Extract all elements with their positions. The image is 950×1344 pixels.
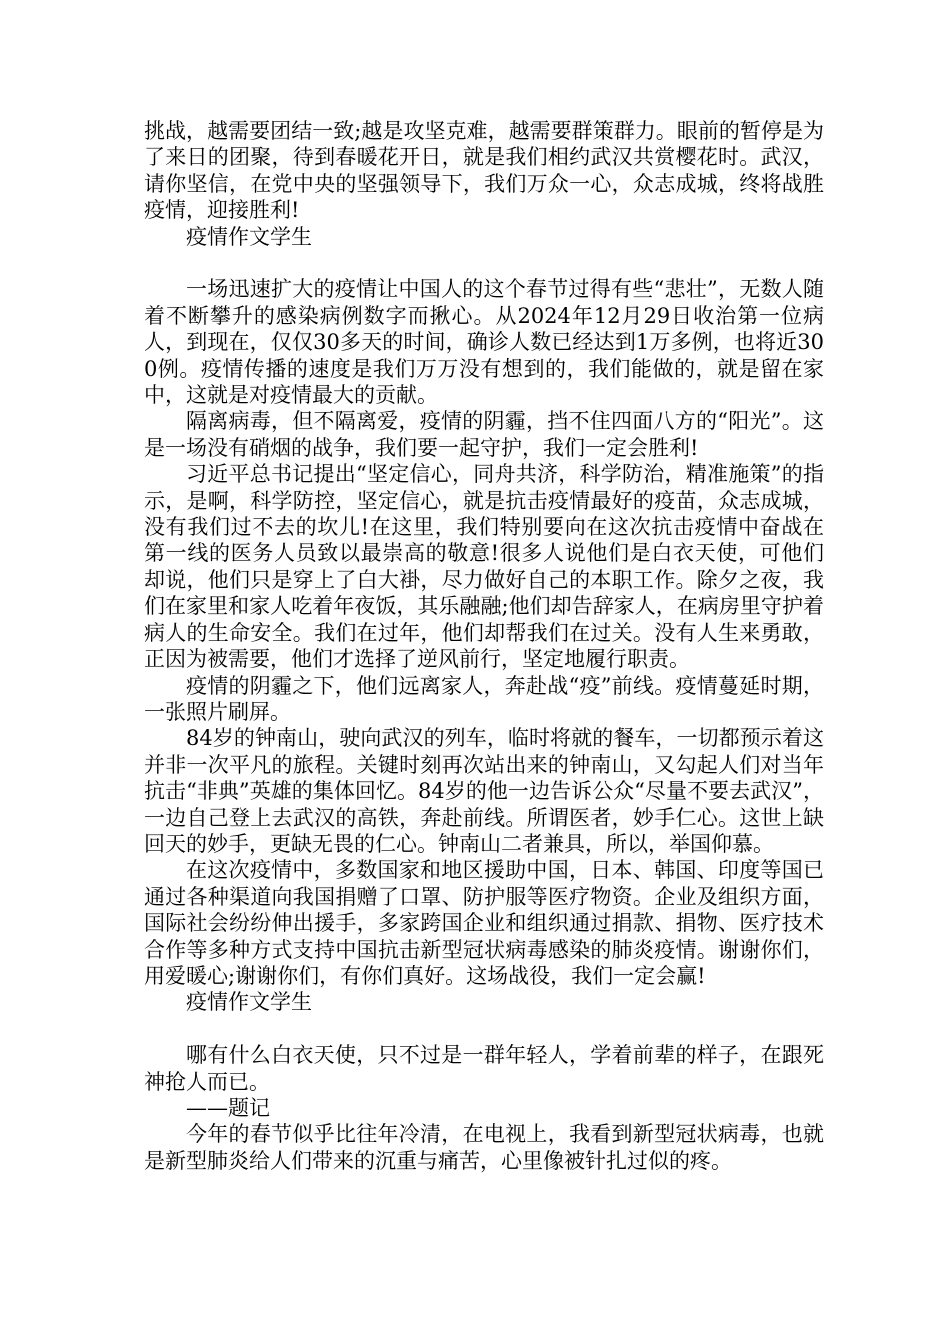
paragraph-continuation: 挑战，越需要团结一致;越是攻坚克难，越需要群策群力。眼前的暂停是为了来日的团聚，待到春暖花开日，就是我们相约武汉共赏樱花时。武汉，请你坚信，在党中央的坚强领导下，我们万众一心，众志成城，终将战胜疫情，迎接胜利!	[144, 119, 824, 223]
paragraph: 习近平总书记提出“坚定信心，同舟共济，科学防治，精准施策”的指示，是啊，科学防控，坚定信心，就是抗击疫情最好的疫苗，众志成城，没有我们过不去的坎儿!在这里，我们特别要向在这次抗击疫情中奋战在第一线的医务人员致以最崇高的敬意!很多人说他们是白衣天使，可他们却说，他们只是穿上了白大褂，尽力做好自己的本职工作。除夕之夜，我们在家里和家人吃着年夜饭，其乐融融;他们却告辞家人，在病房里守护着病人的生命安全。我们在过年，他们却帮我们在过关。没有人生来勇敢，正因为被需要，他们才选择了逆风前行，坚定地履行职责。	[144, 462, 824, 672]
paragraph: 隔离病毒，但不隔离爱，疫情的阴霾，挡不住四面八方的“阳光”。这是一场没有硝烟的战争，我们要一起守护，我们一定会胜利!	[144, 409, 824, 460]
paragraph: 疫情的阴霾之下，他们远离家人，奔赴战“疫”前线。疫情蔓延时期，一张照片刷屏。	[144, 673, 824, 724]
blank-line	[144, 250, 824, 276]
paragraph: 哪有什么白衣天使，只不过是一群年轻人，学着前辈的样子，在跟死神抢人而已。	[144, 1043, 824, 1094]
document-body	[144, 118, 824, 1174]
paragraph: 84岁的钟南山，驶向武汉的列车，临时将就的餐车，一切都预示着这并非一次平凡的旅程。关键时刻再次站出来的钟南山，又勾起人们对当年抗击“非典”英雄的集体回忆。84岁的他一边告诉公众“尽量不要去武汉”，一边自己登上去武汉的高铁，奔赴前线。所谓医者，妙手仁心。这世上缺回天的妙手，更缺无畏的仁心。钟南山二者兼具，所以，举国仰慕。	[144, 726, 824, 856]
paragraph: 今年的春节似乎比往年冷清，在电视上，我看到新型冠状病毒，也就是新型肺炎给人们带来的沉重与痛苦，心里像被针扎过似的疼。	[144, 1122, 824, 1173]
epigraph-attribution: ——题记	[186, 1096, 270, 1120]
section-heading: 疫情作文学生	[186, 990, 312, 1015]
paragraph: 在这次疫情中，多数国家和地区援助中国，日本、韩国、印度等国已通过各种渠道向我国捐赠了口罩、防护服等医疗物资。企业及组织方面，国际社会纷纷伸出援手，多家跨国企业和组织通过捐款、捐物、医疗技术合作等多种方式支持中国抗击新型冠状病毒感染的肺炎疫情。谢谢你们，用爱暖心;谢谢你们，有你们真好。这场战役，我们一定会赢!	[144, 858, 824, 988]
blank-line	[144, 1016, 824, 1042]
paragraph: 一场迅速扩大的疫情让中国人的这个春节过得有些“悲壮”，无数人随着不断攀升的感染病例数字而揪心。从2024年12月29日收治第一位病人，到现在，仅仅30多天的时间，确诊人数已经达到1万多例，也将近300例。疫情传播的速度是我们万万没有想到的，我们能做的，就是留在家中，这就是对疫情最大的贡献。	[144, 277, 824, 408]
section-heading: 疫情作文学生	[186, 224, 312, 249]
